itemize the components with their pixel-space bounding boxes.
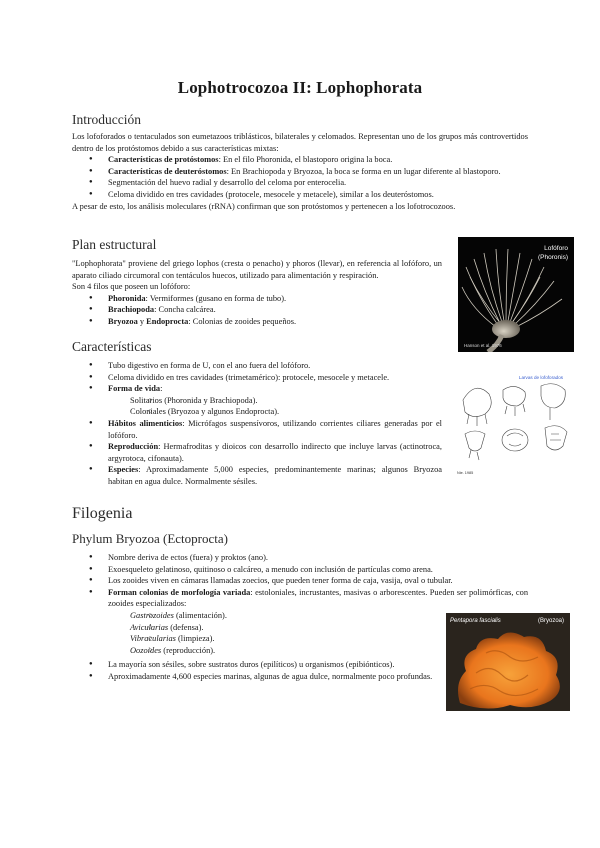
lophophore-label-species: (Phoronis) — [538, 254, 568, 261]
intro-paragraph: Los lofoforados o tentaculados son eumetazoos triblásticos, bilaterales y celomados. Representan uno de los grupos más controvertidos dentro de los protóstomos debido a sus características mixtas: — [72, 132, 528, 153]
list-item: ● Características de deuteróstomos: En Brachiopoda y Bryozoa, la boca se forma en un lugar diferente al blastoporo. — [72, 166, 528, 178]
bryozoa-label-group: (Bryozoa) — [538, 618, 565, 624]
list-item: ● Celoma dividido en tres cavidades (protocele, mesocele y metacele), similar a los deuteróstomos. — [72, 189, 528, 201]
bryozoa-photo — [446, 613, 570, 711]
list-item: ● Los zooides viven en cámaras llamadas zoecios, que pueden tener forma de caja, vasija, oval o tubular. — [72, 575, 528, 587]
larvae-figure — [455, 370, 579, 478]
bryozoa-section-continued — [72, 659, 442, 682]
list-item: ● Tubo digestivo en forma de U, con el ano fuera del lofóforo. — [72, 360, 442, 372]
list-item: ● Especies: Aproximadamente 5,000 especies, predominantemente marinas; algunos Bryozoa habitan en agua dulce. Normalmente sésiles. — [72, 464, 442, 487]
list-item: ● La mayoría son sésiles, sobre sustratos duros (epilíticos) u organismos (epibiónticos). — [72, 659, 442, 671]
bryozoa-label: Pentapora fascialis — [450, 618, 501, 624]
list-item: ● Exoesqueleto gelatinoso, quitinoso o calcáreo, a menudo con inclusión de partículas como arena. — [72, 564, 528, 576]
sub-list-item: ○ Solitarios (Phoronida y Brachiopoda). — [108, 395, 442, 407]
list-item: ● Forman colonias de morfología variada: estoloniales, incrustantes, masivas o arborescentes. Pueden ser polimórficas, con zooides especializados: ○ Gastrozoides (alimentación). ○ Avicularias (defensa). ○ Vibracularias (limpieza). ○ Oozoides (reproducción). — [72, 587, 528, 657]
caract-list — [72, 360, 442, 488]
sub-list-item: ○ Gastrozoides (alimentación). — [108, 610, 528, 622]
plan-paragraph: "Lophophorata" proviene del griego lophos (cresta o penacho) y phoros (llevar), en referencia al lofóforo, un aparato ciliado circumoral con tentáculos huecos, utilizado para alimentación y respiración. — [72, 259, 442, 280]
lophophore-credit: Hanson et al. 1976 — [464, 343, 502, 348]
larvae-label: Larvas de lofoforados — [518, 375, 564, 380]
intro-section — [72, 131, 528, 212]
lophophore-figure — [458, 237, 574, 352]
list-item: ● Brachiopoda: Concha calcárea. — [72, 304, 442, 316]
bryozoa-list-continued — [72, 659, 442, 682]
list-item: ● Phoronida: Vermiformes (gusano en forma de tubo). — [72, 293, 442, 305]
intro-closing: A pesar de esto, los análisis moleculares (rRNA) confirman que son protóstomos y pertenecen a los lofotrocozoos. — [72, 201, 456, 211]
list-item: ● Hábitos alimenticios: Micrófagos suspensívoros, utilizando corrientes ciliares generadas por el lofóforo. — [72, 418, 442, 441]
larvae-credit: Nie. 1985 — [457, 471, 474, 475]
list-item: ● Bryozoa y Endoprocta: Colonias de zooides pequeños. — [72, 316, 442, 328]
sub-list-item: ○ Coloniales (Bryozoa y algunos Endoprocta). — [108, 406, 442, 418]
list-item: ● Segmentación del huevo radial y desarrollo del celoma por enterocelia. — [72, 177, 528, 189]
lophophore-label: Lofóforo — [544, 245, 568, 252]
caract-heading: Características — [72, 339, 152, 354]
sub-list-item: ○ Vibracularias (limpieza). — [108, 633, 528, 645]
plan-section — [72, 258, 442, 328]
bryozoa-subheading: Phylum Bryozoa (Ectoprocta) — [72, 531, 228, 546]
bryozoa-figure — [446, 613, 570, 711]
intro-heading: Introducción — [72, 112, 141, 127]
list-item: ● Celoma dividido en tres cavidades (trimetamérico): protocele, mesocele y metacele. — [72, 372, 442, 384]
intro-list — [72, 154, 528, 200]
sub-list-item: ○ Oozoides (reproducción). — [108, 645, 528, 657]
plan-heading: Plan estructural — [72, 237, 157, 252]
life-form-sublist — [108, 395, 442, 418]
plan-list — [72, 293, 442, 328]
list-item: ● Nombre deriva de ectos (fuera) y proktos (ano). — [72, 552, 528, 564]
page-title: Lophotrocozoa II: Lophophorata — [177, 78, 423, 97]
lophophore-photo — [458, 237, 574, 352]
list-item: ● Forma de vida: ○ Solitarios (Phoronida y Brachiopoda). ○ Coloniales (Bryozoa y algunos Endoprocta). — [72, 383, 442, 418]
list-item: ● Características de protóstomos: En el filo Phoronida, el blastoporo origina la boca. — [72, 154, 528, 166]
sub-list-item: ○ Avicularias (defensa). — [108, 622, 528, 634]
filogenia-heading: Filogenia — [72, 505, 133, 522]
list-item: ● Reproducción: Hermafroditas y dioicos con desarrollo indirecto que incluye larvas (actinotroca, argyrotoca, cifonauta). — [72, 441, 442, 464]
caract-section — [72, 360, 442, 488]
list-item: ● Aproximadamente 4,600 especies marinas, algunas de agua dulce, normalmente poco profundas. — [72, 671, 442, 683]
plan-intro-line: Son 4 filos que poseen un lofóforo: — [72, 282, 191, 292]
larvae-illustration — [455, 370, 579, 478]
